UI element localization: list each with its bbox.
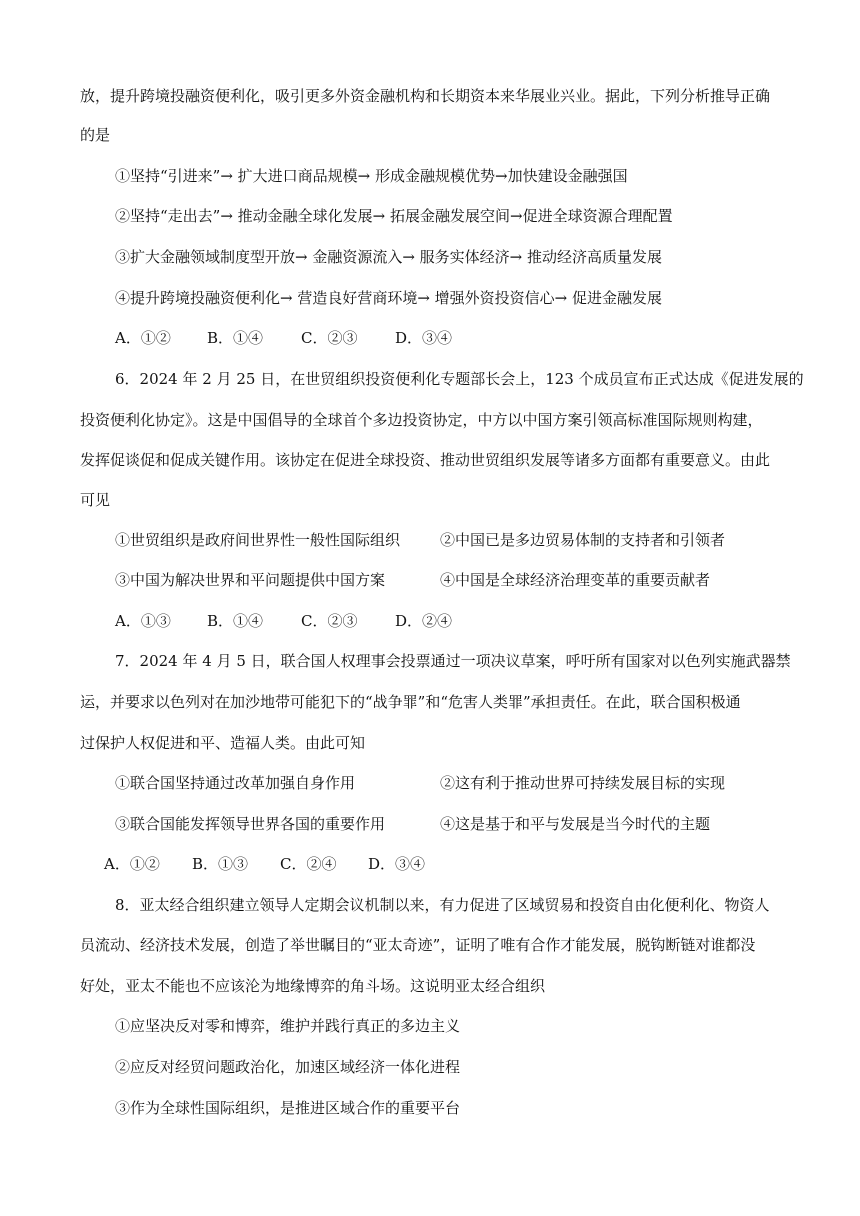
q5-choice-b[interactable]: B．①④	[207, 329, 264, 347]
q5-intro-line-2: 的是	[80, 126, 111, 144]
q6-choice-c[interactable]: C．②③	[301, 612, 358, 630]
q5-choice-d[interactable]: D．③④	[395, 329, 453, 347]
q7-text-line-1: 7．2024 年 4 月 5 日，联合国人权理事会投票通过一项决议草案，呼吁所有国家对以色列实施武器禁	[115, 652, 791, 670]
q6-option-2: ②中国已是多边贸易体制的支持者和引领者	[440, 531, 726, 549]
q6-option-4: ④中国是全球经济治理变革的重要贡献者	[440, 571, 711, 589]
q8-text-line-1: 8．亚太经合组织建立领导人定期会议机制以来，有力促进了区域贸易和投资自由化便利化、物资人	[115, 896, 770, 914]
q7-option-2: ②这有利于推动世界可持续发展目标的实现	[440, 774, 726, 792]
q6-option-3: ③中国为解决世界和平问题提供中国方案	[115, 571, 386, 589]
q8-option-1: ①应坚决反对零和博弈，维护并践行真正的多边主义	[115, 1017, 461, 1035]
q7-choice-b[interactable]: B．①③	[192, 855, 249, 873]
q5-option-4: ④提升跨境投融资便利化→ 营造良好营商环境→ 增强外资投资信心→ 促进金融发展	[115, 289, 663, 307]
q5-intro-line-1: 放，提升跨境投融资便利化，吸引更多外资金融机构和长期资本来华展业兴业。据此，下列分析推导正确	[80, 87, 771, 105]
q7-choice-a[interactable]: A．①②	[104, 855, 160, 873]
q7-choice-c[interactable]: C．②④	[280, 855, 337, 873]
q5-choice-a[interactable]: A．①②	[115, 329, 171, 347]
q6-text-line-3: 发挥促谈促和促成关键作用。该协定在促进全球投资、推动世贸组织发展等诸多方面都有重要意义。由此	[80, 451, 771, 469]
q7-text-line-2: 运，并要求以色列对在加沙地带可能犯下的“战争罪”和“危害人类罪”承担责任。在此，联合国积极通	[80, 693, 741, 711]
q8-text-line-3: 好处，亚太不能也不应该沦为地缘博弈的角斗场。这说明亚太经合组织	[80, 977, 546, 995]
q8-option-3: ③作为全球性国际组织，是推进区域合作的重要平台	[115, 1099, 461, 1117]
q8-text-line-2: 员流动、经济技术发展，创造了举世瞩目的“亚太奇迹”，证明了唯有合作才能发展，脱钩断链对谁都没	[80, 936, 756, 954]
q5-option-1: ①坚持“引进来”→ 扩大进口商品规模→ 形成金融规模优势→加快建设金融强国	[115, 167, 628, 185]
q6-choices	[115, 611, 452, 631]
q7-text-line-3: 过保护人权促进和平、造福人类。由此可知	[80, 734, 366, 752]
q5-option-3: ③扩大金融领域制度型开放→ 金融资源流入→ 服务实体经济→ 推动经济高质量发展	[115, 248, 663, 266]
q5-choice-c[interactable]: C．②③	[301, 329, 358, 347]
q8-option-2: ②应反对经贸问题政治化，加速区域经济一体化进程	[115, 1058, 461, 1076]
q6-choice-a[interactable]: A．①③	[115, 612, 171, 630]
q7-option-3: ③联合国能发挥领导世界各国的重要作用	[115, 815, 386, 833]
q6-choice-d[interactable]: D．②④	[395, 612, 453, 630]
q6-text-line-4: 可见	[80, 491, 111, 509]
q7-option-4: ④这是基于和平与发展是当今时代的主题	[440, 815, 711, 833]
q6-text-line-1: 6．2024 年 2 月 25 日，在世贸组织投资便利化专题部长会上，123 个成员宣布正式达成《促进发展的	[115, 370, 804, 388]
q7-choices	[104, 854, 425, 874]
q6-choice-b[interactable]: B．①④	[207, 612, 264, 630]
q5-choices	[115, 328, 452, 348]
q5-option-2: ②坚持“走出去”→ 推动金融全球化发展→ 拓展金融发展空间→促进全球资源合理配置	[115, 207, 673, 225]
q6-text-line-2: 投资便利化协定》。这是中国倡导的全球首个多边投资协定，中方以中国方案引领高标准国际规则构建，	[80, 411, 763, 429]
q7-option-1: ①联合国坚持通过改革加强自身作用	[115, 774, 356, 792]
q7-choice-d[interactable]: D．③④	[368, 855, 426, 873]
q6-option-1: ①世贸组织是政府间世界性一般性国际组织	[115, 531, 401, 549]
